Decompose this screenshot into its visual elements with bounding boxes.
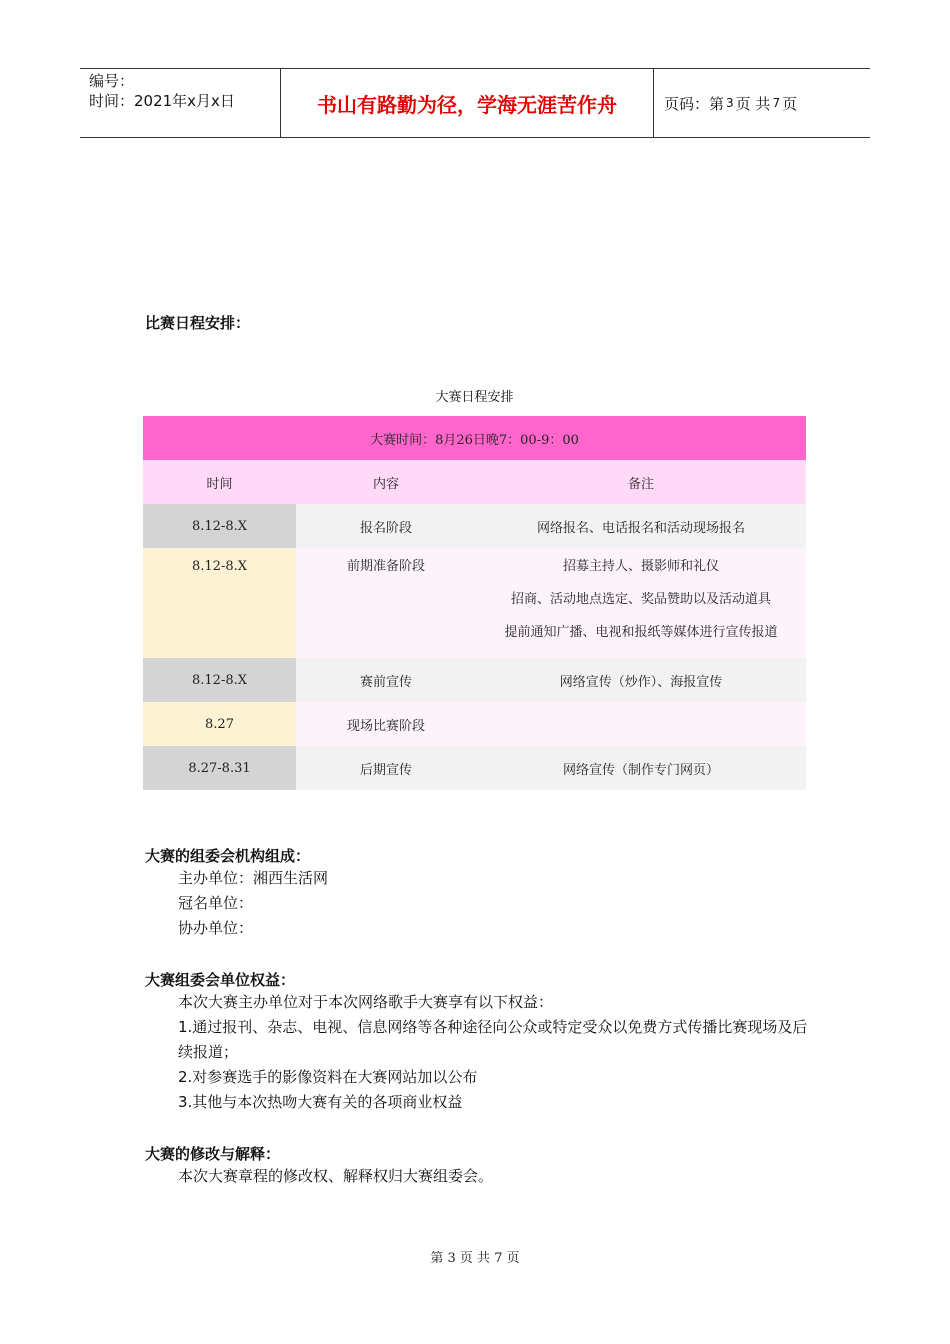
committee-heading: 大赛的组委会机构组成： [145, 847, 311, 865]
page-total: 7 [772, 96, 781, 110]
header-motto: 书山有路勤为径，学海无涯苦作舟 [281, 69, 654, 137]
row-content: 现场比赛阶段 [296, 702, 476, 746]
table-row [143, 548, 806, 658]
rights-item: 1.通过报刊、杂志、电视、信息网络等各种途径向公众或特定受众以免费方式传播比赛现场及后续报道； [178, 1018, 808, 1061]
table-row [143, 504, 806, 548]
page-suffix: 页 [782, 94, 798, 113]
table-banner-row [143, 416, 806, 460]
column-header-content: 内容 [296, 460, 476, 504]
schedule-table [143, 416, 806, 790]
column-header-notes: 备注 [476, 460, 806, 504]
table-row [143, 746, 806, 790]
row-time: 8.27-8.31 [143, 746, 296, 790]
date-label: 时间：2021年x月x日 [89, 92, 235, 110]
committee-host: 主办单位：湘西生活网 [178, 869, 329, 887]
serial-label: 编号： [89, 72, 135, 90]
row-note: 网络报名、电话报名和活动现场报名 [476, 504, 806, 548]
page-mid: 页 共 [735, 94, 771, 113]
row-content: 前期准备阶段 [346, 559, 425, 574]
row-time: 8.12-8.X [143, 504, 296, 548]
schedule-heading: 比赛日程安排： [145, 314, 251, 332]
row-content: 赛前宣传 [296, 658, 476, 702]
table-row [143, 702, 806, 746]
rights-item: 2.对参赛选手的影像资料在大赛网站加以公布 [178, 1068, 478, 1086]
header-meta [80, 69, 281, 137]
row-content: 报名阶段 [296, 504, 476, 548]
row-note: 网络宣传（制作专门网页） [476, 746, 806, 790]
page-prefix: 页码：第 [664, 94, 725, 113]
column-header-time: 时间 [143, 460, 296, 504]
rights-item: 3.其他与本次热吻大赛有关的各项商业权益 [178, 1093, 463, 1111]
amendment-heading: 大赛的修改与解释： [145, 1145, 281, 1163]
rights-heading: 大赛组委会单位权益： [145, 971, 296, 989]
committee-title-sponsor: 冠名单位： [178, 894, 254, 912]
page-header [80, 68, 870, 138]
row-time: 8.12-8.X [143, 658, 296, 702]
row-note [476, 702, 806, 746]
row-note: 招募主持人、摄影师和礼仪 [562, 559, 719, 574]
row-time: 8.12-8.X [192, 559, 247, 574]
page-footer: 第 3 页 共 7 页 [430, 1251, 520, 1266]
row-note: 提前通知广播、电视和报纸等媒体进行宣传报道 [504, 625, 778, 640]
row-time: 8.27 [143, 702, 296, 746]
rights-intro: 本次大赛主办单位对于本次网络歌手大赛享有以下权益： [178, 993, 554, 1011]
table-header-row [143, 460, 806, 504]
row-note: 招商、活动地点选定、奖品赞助以及活动道具 [510, 592, 771, 607]
table-banner: 大赛时间：8月26日晚7：00-9：00 [143, 416, 806, 460]
amendment-text: 本次大赛章程的修改权、解释权归大赛组委会。 [178, 1167, 494, 1185]
table-caption: 大赛日程安排 [435, 390, 514, 405]
table-row [143, 658, 806, 702]
committee-co-organizer: 协办单位： [178, 919, 254, 937]
header-page-info [654, 69, 870, 137]
row-note: 网络宣传（炒作）、海报宣传 [476, 658, 806, 702]
page-current: 3 [726, 96, 734, 110]
row-content: 后期宣传 [296, 746, 476, 790]
